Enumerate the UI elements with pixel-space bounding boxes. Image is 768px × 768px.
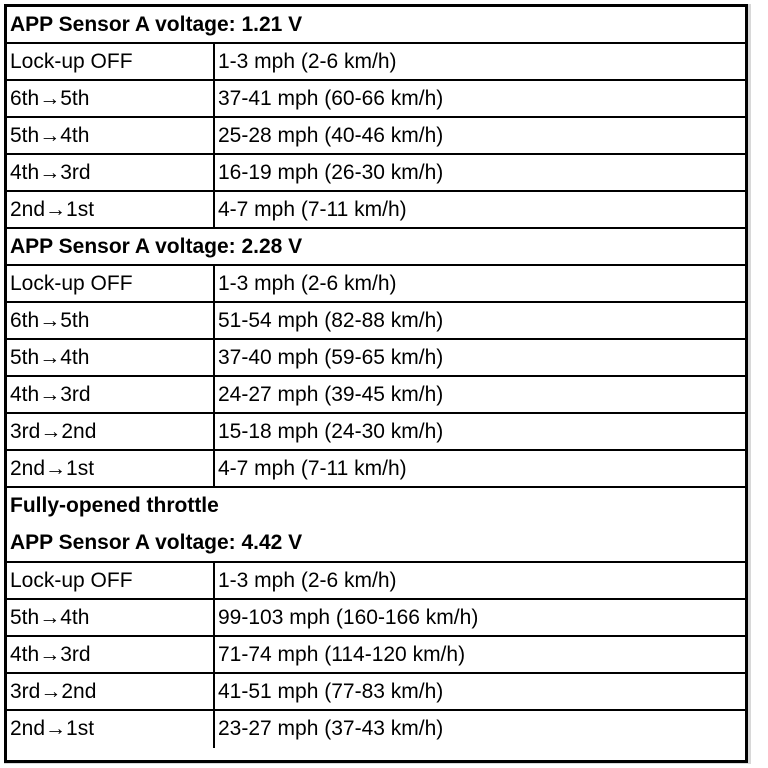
- table-row: [7, 303, 745, 340]
- table-row: [7, 451, 745, 488]
- table-row: [7, 44, 745, 81]
- speed-cell: 25-28 mph (40-46 km/h): [218, 124, 444, 147]
- table-row: [7, 600, 745, 637]
- shift-cell: Lock-up OFF: [7, 44, 215, 79]
- shift-cell: Lock-up OFF: [7, 266, 215, 301]
- shift-cell: 5th→4th: [7, 118, 215, 153]
- shift-cell: 5th→4th: [7, 600, 215, 635]
- speed-cell: 24-27 mph (39-45 km/h): [218, 383, 444, 406]
- table-row: [7, 414, 745, 451]
- speed-cell: 16-19 mph (26-30 km/h): [218, 161, 444, 184]
- speed-cell: 37-40 mph (59-65 km/h): [218, 346, 444, 369]
- speed-cell: 51-54 mph (82-88 km/h): [218, 309, 444, 332]
- table-row: [7, 118, 745, 155]
- shift-speed-table: [4, 4, 748, 763]
- voltage-label: APP Sensor A voltage: 4.42 V: [10, 531, 303, 554]
- table-row: [7, 266, 745, 303]
- table-row: [7, 81, 745, 118]
- shift-cell: Lock-up OFF: [7, 563, 215, 598]
- table-row: [7, 674, 745, 711]
- table-row: [7, 192, 745, 229]
- speed-cell: 37-41 mph (60-66 km/h): [218, 87, 444, 110]
- speed-cell: 4-7 mph (7-11 km/h): [218, 457, 407, 480]
- shift-cell: 6th→5th: [7, 81, 215, 116]
- shift-cell: 4th→3rd: [7, 377, 215, 412]
- shift-cell: 2nd→1st: [7, 192, 215, 227]
- table-row: [7, 711, 745, 748]
- table-row: [7, 563, 745, 600]
- shift-cell: 3rd→2nd: [7, 414, 215, 449]
- section-header-2: APP Sensor A voltage: 2.28 V: [7, 229, 745, 266]
- table-row: [7, 155, 745, 192]
- table-row: [7, 377, 745, 414]
- speed-cell: 4-7 mph (7-11 km/h): [218, 198, 407, 221]
- shift-cell: 2nd→1st: [7, 711, 215, 748]
- speed-cell: 1-3 mph (2-6 km/h): [218, 272, 397, 295]
- speed-cell: 71-74 mph (114-120 km/h): [218, 643, 466, 666]
- shift-cell: 4th→3rd: [7, 637, 215, 672]
- shift-cell: 3rd→2nd: [7, 674, 215, 709]
- speed-cell: 23-27 mph (37-43 km/h): [218, 717, 444, 740]
- shift-cell: 5th→4th: [7, 340, 215, 375]
- shift-cell: 4th→3rd: [7, 155, 215, 190]
- shift-cell: 6th→5th: [7, 303, 215, 338]
- section-header-1: APP Sensor A voltage: 1.21 V: [7, 7, 745, 44]
- speed-cell: 1-3 mph (2-6 km/h): [218, 569, 397, 592]
- shift-cell: 2nd→1st: [7, 451, 215, 486]
- speed-cell: 15-18 mph (24-30 km/h): [218, 420, 444, 443]
- throttle-note: Fully-opened throttle: [10, 494, 219, 517]
- speed-cell: 1-3 mph (2-6 km/h): [218, 50, 397, 73]
- speed-cell: 41-51 mph (77-83 km/h): [218, 680, 444, 703]
- section-header-3: [7, 488, 745, 563]
- table-row: [7, 637, 745, 674]
- speed-cell: 99-103 mph (160-166 km/h): [218, 606, 479, 629]
- table-row: [7, 340, 745, 377]
